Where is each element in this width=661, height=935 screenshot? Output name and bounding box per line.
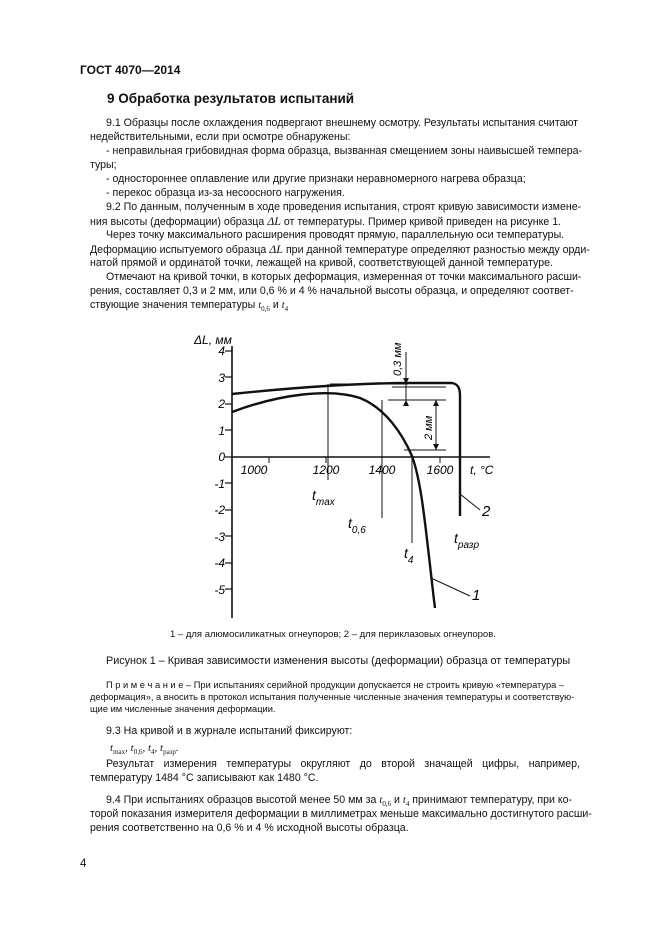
p91-line-4: туры;	[90, 159, 117, 171]
deformation-figure	[180, 328, 510, 623]
x-tick-label: 1000	[240, 463, 268, 477]
p94-line-1-start: 9.4 При испытаниях образцов высотой менее 50 мм за	[106, 794, 377, 806]
p93b-text: Результат измерения температуры округляют до второй значащей цифры, например, температуру 1484 °С записывают как 1480 °С.	[90, 758, 580, 784]
y-tick-label: 3	[218, 371, 225, 385]
dim-03-label: 0,3 мм	[392, 342, 404, 376]
y-tick-label: 1	[218, 424, 225, 438]
note-line-3: щие им численные значения деформации.	[90, 704, 276, 714]
x-tick-label: 1200	[312, 463, 340, 477]
curve-1-label: 1	[472, 587, 481, 604]
note-line-1	[90, 679, 580, 691]
p94-line-2: торой показания измерителя деформации в миллиметрах меньше максимально достигнутого расши-	[90, 808, 592, 820]
p92b-line-3	[90, 298, 580, 316]
dim-2-label: 2 мм	[423, 415, 435, 440]
page-number: 4	[80, 858, 87, 870]
p91-line-6: - перекос образца из-за несоосного нагружения.	[106, 187, 345, 199]
y-tick-label: -2	[214, 503, 225, 517]
y-tick-label: -1	[214, 477, 225, 491]
y-tick-label: 2	[218, 397, 225, 411]
delta-l-symbol: ΔL	[267, 214, 281, 228]
delta-l-symbol-2: ΔL	[269, 242, 283, 256]
t-razr-label: $t_{разр}$	[454, 530, 480, 551]
p92-line-3: Через точку максимального расширения проводят прямую, параллельную оси температуры.	[106, 229, 565, 241]
p94-line-1-end: принимают температуру, при ко-	[412, 794, 573, 806]
p92-line-4-start: Деформацию испытуемого образца	[90, 244, 267, 256]
y-tick-label: -4	[214, 556, 225, 570]
y-axis-label: ΔL, мм	[194, 333, 232, 347]
p93-line: 9.3 На кривой и в журнале испытаний фиксируют:	[106, 725, 353, 737]
y-ticks	[225, 351, 232, 589]
p91-line-2: недействительными, если при осмотре обнаружены:	[90, 131, 351, 143]
curve-1-leader	[431, 578, 470, 596]
p92b-line-1: Отмечают на кривой точки, в которых деформация, измеренная от точки максимального расши-	[106, 271, 582, 283]
curve-2-label: 2	[482, 503, 491, 520]
note-text-1: – При испытаниях серийной продукции допускается не строить кривую «температура –	[183, 680, 565, 690]
t06-symbol: $t_{0,6}$	[258, 300, 270, 313]
figure-legend: 1 – для алюмосиликатных огнеупоров; 2 – для периклазовых огнеупоров.	[170, 629, 496, 640]
p92-line-2	[90, 214, 580, 229]
tmax-label: $t_{max}$	[312, 487, 335, 508]
p92-line-2-start: ния высоты (деформации) образца	[90, 216, 265, 228]
p92b-line-2: рения, составляет 0,3 и 2 мм, или 0,6 % и 4 % начальной высоты образца, и определяют соответ-	[90, 285, 574, 297]
curve-2-leader	[460, 494, 480, 510]
p92-line-4-end: при данной температуре определяют разностью между орди-	[285, 244, 590, 256]
y-tick-label: 0	[218, 450, 225, 464]
t4-label: $t_4$	[404, 545, 414, 566]
p94-t06-symbol: $t_{0,6}$	[379, 795, 392, 808]
x-axis-label: t, °C	[470, 463, 494, 477]
p94-t4-symbol: $t_4$	[402, 795, 410, 808]
y-tick-label: 4	[218, 344, 225, 358]
y-tick-label: -5	[214, 583, 225, 597]
conjunction-and: и	[272, 299, 279, 311]
arrow-icon	[403, 400, 409, 406]
p92-line-5: натой прямой и ординатой точки, лежащей на кривой, соответствующей данной температуре.	[90, 257, 553, 269]
t06-label: $t_{0,6}$	[348, 515, 366, 536]
note-line-2: деформация», а вносить в протокол испытания полученные численные значения температуры и соответствую-	[90, 692, 575, 702]
p92b-line-3-start: ствующие значения температуры	[90, 299, 256, 311]
note-label: П р и м е ч а н и е	[106, 680, 184, 690]
p92-line-4	[90, 242, 590, 257]
p91-line-3: - неправильная грибовидная форма образца, вызванная смещением зоны наивысшей темпера-	[106, 145, 583, 157]
figure-caption: Рисунок 1 – Кривая зависимости изменения высоты (деформации) образца от температуры	[106, 655, 571, 667]
p91-line-1: 9.1 Образцы после охлаждения подвергают внешнему осмотру. Результаты испытания считают	[106, 117, 579, 129]
section-title: 9 Обработка результатов испытаний	[107, 91, 355, 106]
arrow-icon	[433, 400, 439, 406]
y-tick-label: -3	[214, 530, 225, 544]
p92-line-1: 9.2 По данным, полученным в ходе проведения испытания, строят кривую зависимости измене-	[106, 201, 582, 213]
document-header: ГОСТ 4070—2014	[80, 63, 181, 77]
p91-line-5: - одностороннее оплавление или другие признаки неравномерного нагрева образца;	[106, 173, 526, 185]
p94-conjunction: и	[394, 794, 400, 806]
t4-symbol: $t_4$	[281, 300, 289, 313]
arrow-icon	[433, 444, 439, 450]
p93-formula: $t_{max}$, $t_{0,6}$, $t_4$, $t_{разр}$.	[110, 742, 179, 756]
x-tick-label: 1600	[426, 463, 454, 477]
x-tick-label: 1400	[368, 463, 396, 477]
p94-line-3: рения соответственно на 0,6 % и 4 % исходной высоты образца.	[90, 822, 409, 834]
p92-line-2-end: от температуры. Пример кривой приведен на рисунке 1.	[283, 216, 562, 228]
